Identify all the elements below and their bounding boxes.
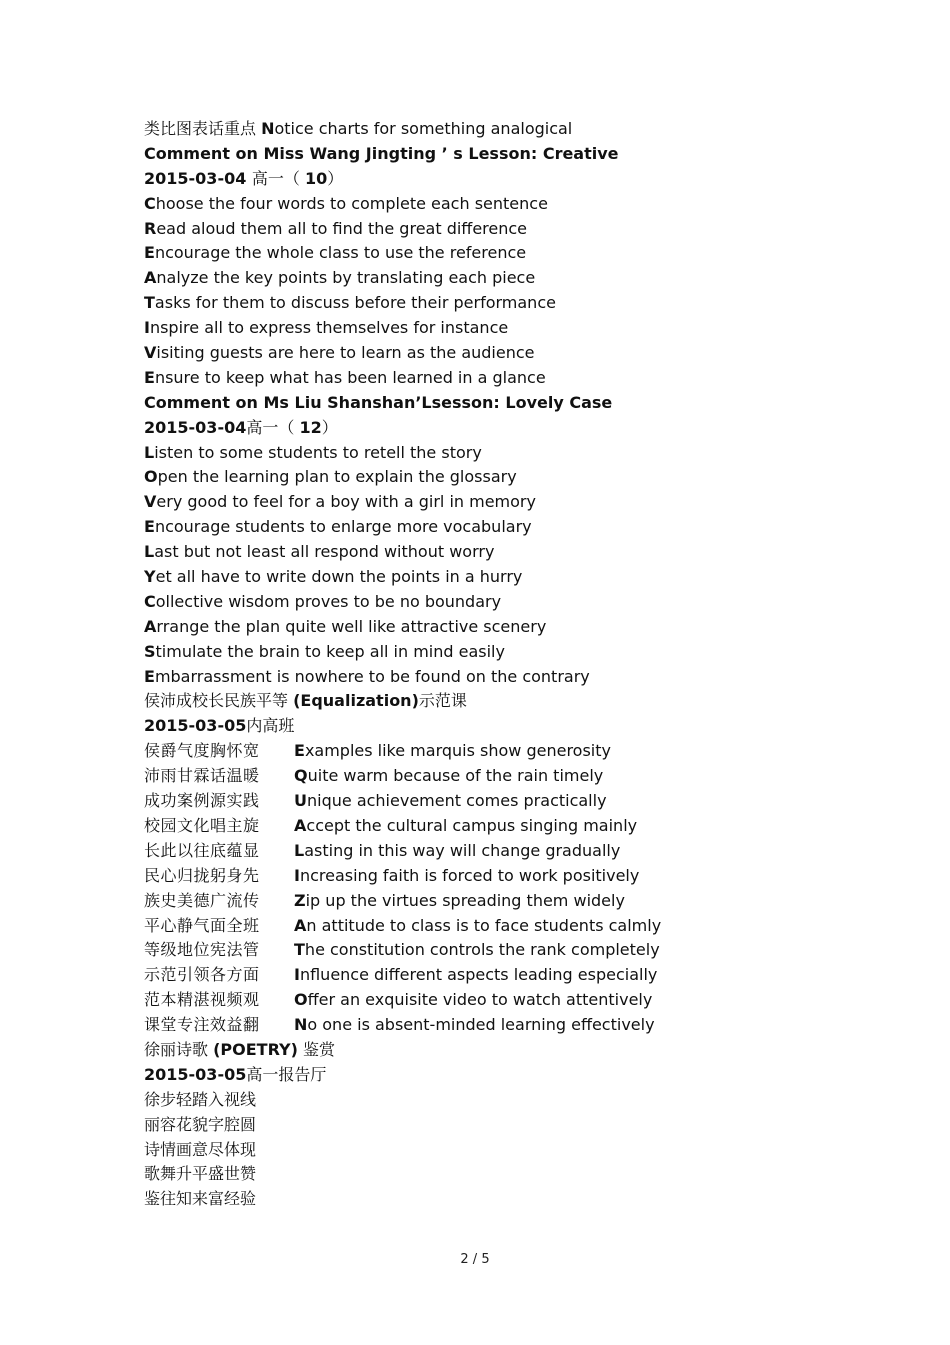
text-segment: ncourage the whole class to use the reference (154, 243, 527, 263)
bold-text: O (144, 467, 158, 487)
text-segment: otice charts for something analogical (274, 119, 573, 138)
text-segment: 鉴赏 (297, 1039, 336, 1059)
text-line (144, 291, 904, 316)
bold-text: I (294, 965, 300, 985)
text-line (144, 889, 904, 914)
text-line (144, 316, 904, 341)
bold-text: Y (144, 567, 156, 587)
chinese-verse: 长此以往底蕴显 (144, 840, 260, 860)
text-line (144, 764, 904, 789)
bold-text: 2015-03-05 (144, 716, 247, 736)
text-line (144, 640, 904, 665)
text-line (144, 963, 904, 988)
bold-text: L (294, 840, 305, 860)
text-segment: Comment on Miss Wang Jingting ’ s Lesson: Creative (144, 143, 619, 163)
text-line (144, 864, 904, 889)
bold-text: (POETRY) (213, 1039, 298, 1059)
bold-text: R (144, 218, 157, 238)
text-line (144, 914, 904, 939)
text-line (144, 540, 904, 565)
text-segment: nique achievement comes practically (307, 791, 607, 811)
text-line (144, 441, 904, 466)
text-segment: ccept the cultural campus singing mainly (306, 815, 638, 835)
text-segment: 鉴往知来富经验 (144, 1189, 257, 1209)
text-segment: asks for them to discuss before their performance (154, 293, 556, 313)
text-segment: ip up the virtues spreading them widely (305, 890, 625, 910)
bold-text: T (294, 940, 305, 960)
text-segment: o one is absent-minded learning effectively (307, 1015, 655, 1035)
bold-text: V (144, 343, 157, 363)
chinese-verse: 校园文化唱主旋 (144, 815, 260, 835)
text-segment: 侯沛成校长民族平等 (144, 691, 294, 711)
bold-text: C (144, 193, 156, 213)
bold-text: E (294, 741, 305, 761)
text-segment: nalyze the key points by translating each piece (156, 268, 536, 288)
text-segment: nspire all to express themselves for instance (149, 318, 509, 338)
bold-text: T (144, 293, 155, 313)
text-segment: 徐丽诗歌 (144, 1039, 214, 1059)
text-segment: 诗情画意尽体现 (144, 1139, 257, 1159)
text-segment: he constitution controls the rank completely (304, 940, 660, 960)
bold-text: N (261, 119, 275, 138)
bold-text: L (144, 442, 155, 462)
bold-text: E (144, 243, 155, 263)
text-line (144, 1038, 904, 1063)
bold-text: 10 (305, 168, 328, 188)
text-segment: et all have to write down the points in a hurry (155, 567, 523, 587)
text-line (144, 416, 904, 441)
text-line (144, 1013, 904, 1038)
text-segment: ast but not least all respond without worry (154, 542, 495, 562)
text-line (144, 490, 904, 515)
text-line (144, 1138, 904, 1163)
text-segment: mbarrassment is nowhere to be found on the contrary (154, 666, 590, 686)
bold-text: N (294, 1015, 308, 1035)
chinese-verse: 民心归拢躬身先 (144, 865, 260, 885)
bold-text: A (294, 915, 307, 935)
text-segment: 徐步轻踏入视线 (144, 1089, 257, 1109)
text-line (144, 814, 904, 839)
text-segment: xamples like marquis show generosity (304, 741, 611, 761)
text-segment: nfluence different aspects leading especially (299, 965, 658, 985)
bold-text: I (294, 865, 300, 885)
bold-text: E (144, 367, 155, 387)
text-line (144, 192, 904, 217)
bold-text: (Equalization) (293, 691, 419, 711)
bold-text: U (294, 791, 307, 811)
text-segment: 高一（ (251, 168, 306, 188)
text-segment: 内高班 (246, 716, 295, 736)
text-line (144, 938, 904, 963)
chinese-verse: 成功案例源实践 (144, 791, 260, 811)
text-line (144, 839, 904, 864)
bold-text: Z (294, 890, 306, 910)
text-line (144, 341, 904, 366)
bold-text: I (144, 318, 150, 338)
bold-text: 2015-03-05 (144, 1064, 247, 1084)
text-line (144, 714, 904, 739)
text-segment: ncreasing faith is forced to work positively (299, 865, 640, 885)
text-segment: 高一报告厅 (246, 1064, 327, 1084)
text-line (144, 1113, 904, 1138)
bold-text: O (294, 990, 308, 1010)
text-line (144, 217, 904, 242)
text-line (144, 465, 904, 490)
text-segment: isiting guests are here to learn as the audience (156, 343, 535, 363)
text-line (144, 1162, 904, 1187)
text-segment: ery good to feel for a boy with a girl in memory (156, 492, 536, 512)
text-line (144, 241, 904, 266)
text-line (144, 1063, 904, 1088)
bold-text: Q (294, 766, 308, 786)
bold-text: S (144, 641, 156, 661)
text-segment: rrange the plan quite well like attractive scenery (156, 616, 547, 636)
text-line (144, 142, 904, 167)
chinese-verse: 示范引领各方面 (144, 965, 260, 985)
chinese-verse: 平心静气面全班 (144, 915, 260, 935)
chinese-verse: 范本精湛视频观 (144, 990, 260, 1010)
bold-text: C (144, 591, 156, 611)
text-segment: asting in this way will change gradually (304, 840, 621, 860)
text-segment: 高一（ (246, 417, 300, 437)
chinese-verse: 课堂专注效益翻 (144, 1015, 260, 1035)
text-segment: 示范课 (418, 691, 467, 711)
chinese-verse: 族史美德广流传 (144, 890, 260, 910)
text-segment: uite warm because of the rain timely (307, 766, 604, 786)
text-segment: Comment on Ms Liu Shanshan’Lsesson: Lovely Case (144, 392, 613, 412)
text-line (144, 515, 904, 540)
text-segment: 歌舞升平盛世赞 (144, 1164, 257, 1184)
text-line (144, 739, 904, 764)
bold-text: 2015-03-04 (144, 168, 252, 188)
bold-text: 2015-03-04 (144, 417, 247, 437)
chinese-verse: 沛雨甘霖话温暖 (144, 766, 260, 786)
chinese-verse: 等级地位宪法管 (144, 940, 260, 960)
text-segment: n attitude to class is to face students calmly (306, 915, 662, 935)
bold-text: E (144, 666, 155, 686)
text-line (144, 117, 904, 142)
page-number: 2 / 5 (460, 1252, 490, 1267)
text-line (144, 615, 904, 640)
text-segment: ） (327, 168, 344, 188)
bold-text: L (144, 542, 155, 562)
text-line (144, 590, 904, 615)
bold-text: A (144, 616, 157, 636)
text-line (144, 366, 904, 391)
text-line (144, 988, 904, 1013)
bold-text: A (294, 815, 307, 835)
text-line (144, 266, 904, 291)
text-segment: nsure to keep what has been learned in a glance (154, 367, 546, 387)
text-line (144, 565, 904, 590)
text-segment: ncourage students to enlarge more vocabulary (154, 517, 532, 537)
bold-text: A (144, 268, 157, 288)
bold-text: V (144, 492, 157, 512)
text-line (144, 665, 904, 690)
text-line (144, 167, 904, 192)
text-segment: 丽容花貌字腔圆 (144, 1114, 257, 1134)
text-segment: 类比图表话重点 (144, 119, 262, 138)
bold-text: 12 (299, 417, 322, 437)
text-line (144, 789, 904, 814)
text-line (144, 391, 904, 416)
bold-text: E (144, 517, 155, 537)
text-segment: isten to some students to retell the story (154, 442, 482, 462)
text-line (144, 1088, 904, 1113)
text-segment: ead aloud them all to find the great difference (156, 218, 528, 238)
text-segment: timulate the brain to keep all in mind easily (155, 641, 505, 661)
text-line (144, 689, 904, 714)
text-segment: ffer an exquisite video to watch attentively (307, 990, 653, 1010)
chinese-verse: 侯爵气度胸怀宽 (144, 741, 260, 761)
text-segment: hoose the four words to complete each sentence (155, 193, 548, 213)
document-body (144, 117, 904, 1212)
text-segment: ） (321, 417, 338, 437)
text-segment: pen the learning plan to explain the glossary (157, 467, 517, 487)
text-line (144, 1187, 904, 1212)
text-segment: ollective wisdom proves to be no boundary (155, 591, 502, 611)
